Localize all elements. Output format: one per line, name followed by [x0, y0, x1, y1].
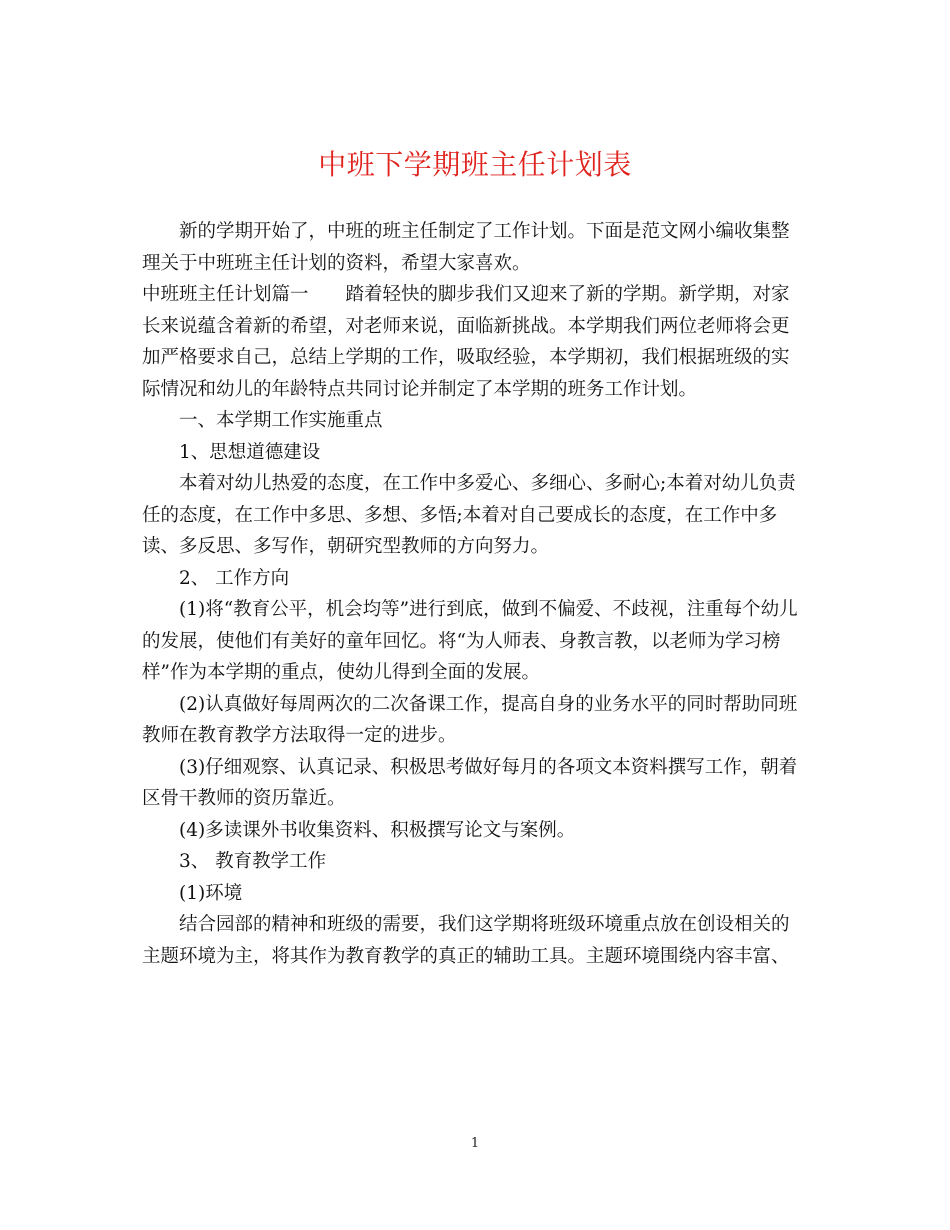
subsection-heading: 2、 工作方向 [179, 567, 290, 589]
page-number: 1 [470, 1136, 480, 1151]
paragraph-environment: 结合园部的精神和班级的需要，我们这学期将班级环境重点放在创设相关的主题环境为主，将其作为教育教学的真正的辅助工具。主题环境围绕内容丰富、 [142, 914, 790, 967]
subsection-heading: 1、思想道德建设 [179, 441, 321, 463]
subsection-heading: 3、 教育教学工作 [179, 851, 327, 872]
paragraph-intro: 新的学期开始了，中班的班主任制定了工作计划。下面是范文网小编收集整理关于中班班主任计划的资料，希望大家喜欢。 [142, 221, 790, 274]
document-body [142, 216, 802, 972]
list-item: (1)环境 [179, 882, 243, 904]
paragraph-moral: 本着对幼儿热爱的态度，在工作中多爱心、多细心、多耐心;本着对幼儿负责任的态度，在工作中多思、多想、多悟;本着对自己要成长的态度，在工作中多读、多反思、多写作，朝研究型教师的方向努力。 [142, 473, 796, 557]
document-title: 中班下学期班主任计划表 [318, 148, 632, 181]
paragraph-plan-one: 中班班主任计划篇一 踏着轻快的脚步我们又迎来了新的学期。新学期，对家长来说蕴含着新的希望，对老师来说，面临新挑战。本学期我们两位老师将会更加严格要求自己，总结上学期的工作，吸取经验，本学期初，我们根据班级的实际情况和幼儿的年龄特点共同讨论并制定了本学期的班务工作计划。 [142, 284, 790, 400]
list-item: (2)认真做好每周两次的二次备课工作，提高自身的业务水平的同时帮助同班教师在教育教学方法取得一定的进步。 [142, 693, 798, 746]
list-item: (4)多读课外书收集资料、积极撰写论文与案例。 [179, 819, 576, 841]
section-heading: 一、本学期工作实施重点 [179, 410, 383, 431]
list-item: (3)仔细观察、认真记录、积极思考做好每月的各项文本资料撰写工作，朝着区骨干教师的资历靠近。 [142, 756, 798, 809]
list-item: (1)将“教育公平，机会均等”进行到底，做到不偏爱、不歧视，注重每个幼儿的发展，使他们有美好的童年回忆。将“为人师表、身教言教，以老师为学习榜样”作为本学期的重点，使幼儿得到全面的发展。 [142, 599, 798, 683]
